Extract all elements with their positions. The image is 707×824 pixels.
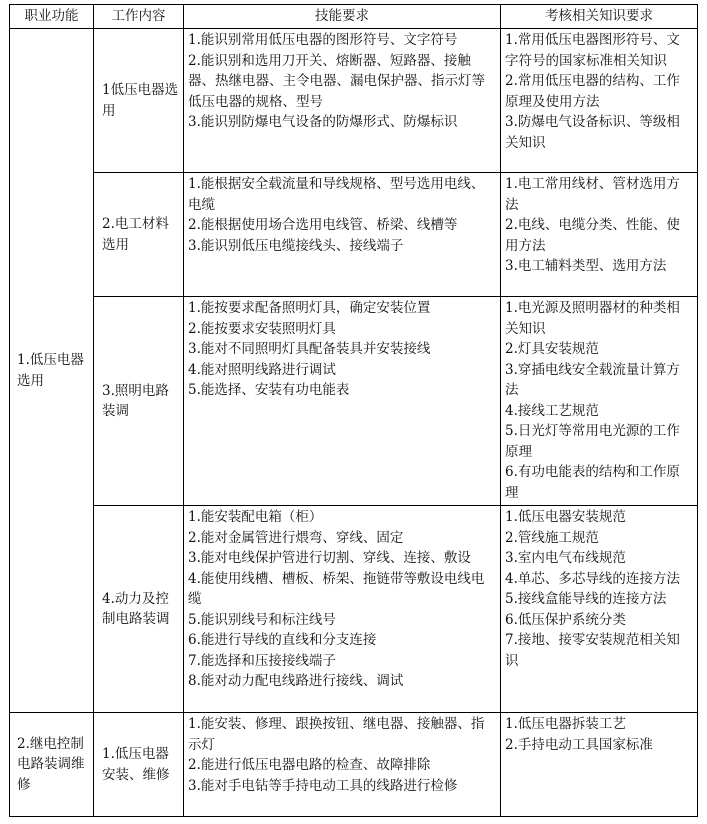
knowledge-cell [501, 713, 698, 817]
knowledge-item: 2.管线施工规范 [505, 529, 599, 546]
work-content-cell: 2.电工材料选用 [94, 173, 184, 297]
skill-item: 2.能按要求安装照明灯具 [188, 320, 336, 337]
table-row [10, 173, 698, 297]
skills-cell [184, 506, 501, 713]
skill-item: 3.能对不同照明灯具配备装具并安装接线 [188, 341, 431, 357]
skill-item: 4.能使用线槽、槽板、桥架、拖链带等敷设电线电缆 [188, 570, 485, 607]
header-knowledge-requirements: 考核相关知识要求 [501, 5, 698, 29]
knowledge-item: 2.电线、电缆分类、性能、使用方法 [505, 217, 680, 254]
skill-item: 2.能识别和选用刀开关、熔断器、短路器、接触器、热继电器、主令电器、漏电保护器、指示灯等低压电器的规格、型号 [188, 52, 485, 110]
skill-item: 2.能根据使用场合选用电线管、桥梁、线槽等 [188, 217, 458, 233]
header-skill-requirements: 技能要求 [184, 5, 501, 29]
skill-item: 8.能对动力配电线路进行接线、调试 [188, 673, 404, 689]
function-cell: 1.低压电器选用 [10, 29, 94, 713]
table-row [10, 713, 698, 817]
knowledge-item: 2.手持电动工具国家标准 [505, 736, 653, 753]
work-content-cell: 1低压电器选用 [94, 29, 184, 173]
skill-item: 3.能对手电钻等手持电动工具的线路进行检修 [188, 777, 458, 794]
knowledge-item: 6.低压保护系统分类 [505, 611, 626, 628]
skill-item: 1.能识别常用低压电器的图形符号、文字符号 [188, 32, 458, 48]
knowledge-item: 3.穿插电线安全载流量计算方法 [505, 361, 680, 398]
knowledge-item: 3.电工辅料类型、选用方法 [505, 258, 667, 274]
skill-item: 6.能进行导线的直线和分支连接 [188, 632, 377, 648]
skill-item: 3.能对电线保护管进行切割、穿线、连接、敷设 [188, 550, 471, 566]
work-content-cell: 3.照明电路装调 [94, 297, 184, 506]
skill-item: 3.能识别低压电缆接线头、接线端子 [188, 237, 404, 254]
competency-table [9, 4, 698, 817]
knowledge-item: 4.单芯、多芯导线的连接方法 [505, 570, 680, 587]
knowledge-item: 5.接线盒能导线的连接方法 [505, 591, 667, 607]
knowledge-item: 6.有功电能表的结构和工作原理 [505, 464, 680, 501]
skill-item: 1.能安装、修理、跟换按钮、继电器、接触器、指示灯 [188, 716, 485, 753]
skills-cell [184, 29, 501, 173]
skill-item: 7.能选择和压接接线端子 [188, 652, 336, 669]
skill-item: 3.能识别防爆电气设备的防爆形式、防爆标识 [188, 114, 458, 130]
knowledge-item: 4.接线工艺规范 [505, 402, 599, 419]
table-row [10, 506, 698, 713]
header-row [10, 5, 698, 29]
skill-item: 1.能按要求配备照明灯具，确定安装位置 [188, 300, 431, 316]
knowledge-cell [501, 297, 698, 506]
skills-cell [184, 297, 501, 506]
knowledge-item: 3.室内电气布线规范 [505, 550, 626, 566]
knowledge-item: 2.常用低压电器的结构、工作原理及使用方法 [505, 73, 680, 110]
knowledge-item: 1.电工常用线材、管材选用方法 [505, 176, 680, 213]
knowledge-cell [501, 506, 698, 713]
skill-item: 1.能根据安全载流量和导线规格、型号选用电线、电缆 [188, 176, 485, 213]
skill-item: 4.能对照明线路进行调试 [188, 361, 336, 378]
skills-cell [184, 713, 501, 817]
work-content-cell: 1.低压电器安装、维修 [94, 713, 184, 817]
work-content-cell: 4.动力及控制电路装调 [94, 506, 184, 713]
knowledge-cell [501, 29, 698, 173]
knowledge-item: 1.常用低压电器图形符号、文字符号的国家标准相关知识 [505, 32, 680, 69]
knowledge-item: 1.低压电器拆装工艺 [505, 716, 626, 732]
header-function: 职业功能 [10, 5, 94, 29]
skill-item: 1.能安装配电箱（柜） [188, 509, 323, 525]
skill-item: 2.能进行低压电器电路的检查、故障排除 [188, 757, 431, 773]
header-work-content: 工作内容 [94, 5, 184, 29]
knowledge-item: 1.电光源及照明器材的种类相关知识 [505, 300, 680, 337]
knowledge-item: 3.防爆电气设备标识、等级相关知识 [505, 114, 680, 151]
skills-cell [184, 173, 501, 297]
knowledge-item: 2.灯具安装规范 [505, 341, 599, 357]
skill-item: 5.能选择、安装有功电能表 [188, 382, 350, 398]
table-row [10, 29, 698, 173]
function-cell: 2.继电控制电路装调维修 [10, 713, 94, 817]
skill-item: 5.能识别线号和标注线号 [188, 611, 336, 628]
skill-item: 2.能对金属管进行煨弯、穿线、固定 [188, 529, 404, 546]
knowledge-item: 1.低压电器安装规范 [505, 509, 626, 525]
knowledge-item: 5.日光灯等常用电光源的工作原理 [505, 423, 680, 460]
knowledge-cell [501, 173, 698, 297]
knowledge-item: 7.接地、接零安装规范相关知识 [505, 632, 680, 669]
table-row [10, 297, 698, 506]
